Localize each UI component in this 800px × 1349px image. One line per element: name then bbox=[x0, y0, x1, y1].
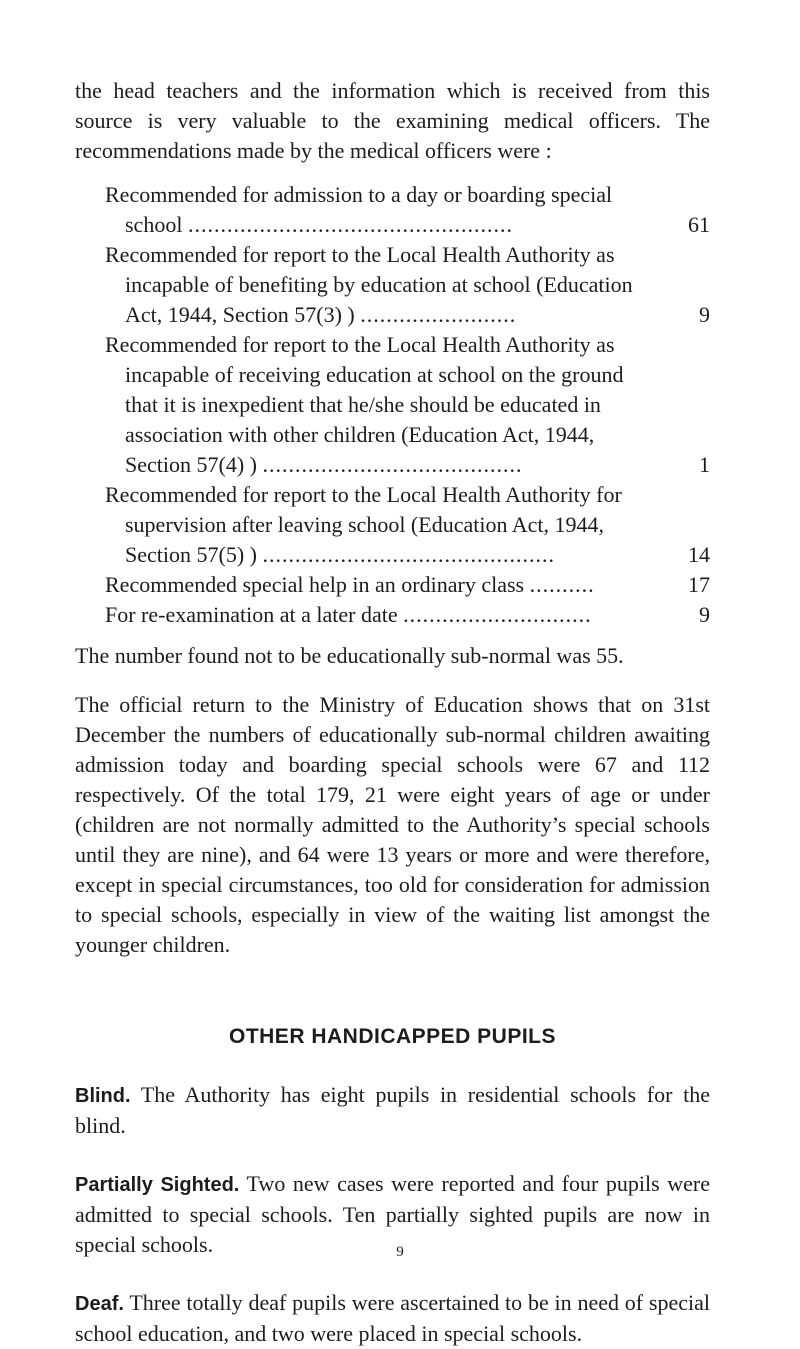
recommendations-list bbox=[105, 180, 710, 630]
recommendation-item bbox=[105, 600, 710, 630]
blind-paragraph bbox=[75, 1080, 710, 1141]
deaf-paragraph bbox=[75, 1288, 710, 1349]
deaf-lead: Deaf. bbox=[75, 1293, 124, 1315]
recommendation-text: Recommended for report to the Local Health Authority as incapable of receiving education at school on the ground that it is inexpedient that he/she should be educated in association with other children (Education Act, 1944, Section 57(4) ) bbox=[105, 332, 624, 477]
recommendation-count: 9 bbox=[699, 602, 710, 627]
recommendation-item bbox=[105, 180, 710, 240]
recommendation-count: 14 bbox=[688, 542, 710, 567]
recommendation-count: 17 bbox=[688, 572, 710, 597]
recommendation-count: 1 bbox=[699, 452, 710, 477]
deaf-text: Three totally deaf pupils were ascertained to be in need of special school education, and two were placed in special schools. bbox=[75, 1290, 710, 1346]
leader-dots: ............................. bbox=[403, 602, 592, 627]
official-return-paragraph: The official return to the Ministry of Education shows that on 31st December the numbers of educationally sub-normal children awaiting admission today and boarding special schools were 67 and 112 respectively. Of the total 179, 21 were eight years of age or under (children are not normally admitted to the Authority’s special schools until they are nine), and 64 were 13 years or more and were therefore, except in special circumstances, too old for consideration for admission to special schools, especially in view of the waiting list amongst the younger children. bbox=[75, 692, 710, 957]
recommendation-item bbox=[105, 480, 710, 570]
partially-sighted-text: Two new cases were reported and four pupils were admitted to special schools. Ten partially sighted pupils are now in special schools. bbox=[75, 1171, 710, 1257]
document-page bbox=[75, 76, 710, 1349]
recommendation-item bbox=[105, 570, 710, 600]
recommendation-item bbox=[105, 330, 710, 480]
recommendation-text: For re-examination at a later date bbox=[105, 602, 398, 627]
recommendation-text: Recommended for report to the Local Health Authority for supervision after leaving school (Education Act, 1944, Section 57(5) ) bbox=[105, 482, 622, 567]
recommendation-text: Recommended for report to the Local Health Authority as incapable of benefiting by education at school (Education Act, 1944, Section 57(3) ) bbox=[105, 242, 633, 327]
leader-dots: ............................................. bbox=[262, 542, 555, 567]
recommendation-item bbox=[105, 240, 710, 330]
leader-dots: ........................................ bbox=[262, 452, 523, 477]
recommendation-text: Recommended special help in an ordinary class bbox=[105, 572, 525, 597]
leader-dots: ........................ bbox=[360, 302, 517, 327]
not-found-paragraph: The number found not to be educationally sub-normal was 55. bbox=[75, 643, 624, 668]
recommendation-text: Recommended for admission to a day or boarding special school bbox=[105, 182, 613, 237]
intro-paragraph: the head teachers and the information which is received from this source is very valuable to the examining medical officers. The recommendations made by the medical officers were : bbox=[75, 78, 710, 163]
leader-dots: .......... bbox=[529, 572, 595, 597]
section-heading: OTHER HANDICAPPED PUPILS bbox=[228, 1025, 557, 1048]
blind-lead: Blind. bbox=[75, 1085, 131, 1107]
recommendation-count: 9 bbox=[699, 302, 710, 327]
blind-text: The Authority has eight pupils in residential schools for the blind. bbox=[75, 1082, 710, 1138]
page-number: 9 bbox=[396, 1244, 404, 1260]
partially-sighted-lead: Partially Sighted. bbox=[75, 1174, 240, 1196]
recommendation-count: 61 bbox=[688, 212, 710, 237]
leader-dots: .................................................. bbox=[187, 212, 513, 237]
